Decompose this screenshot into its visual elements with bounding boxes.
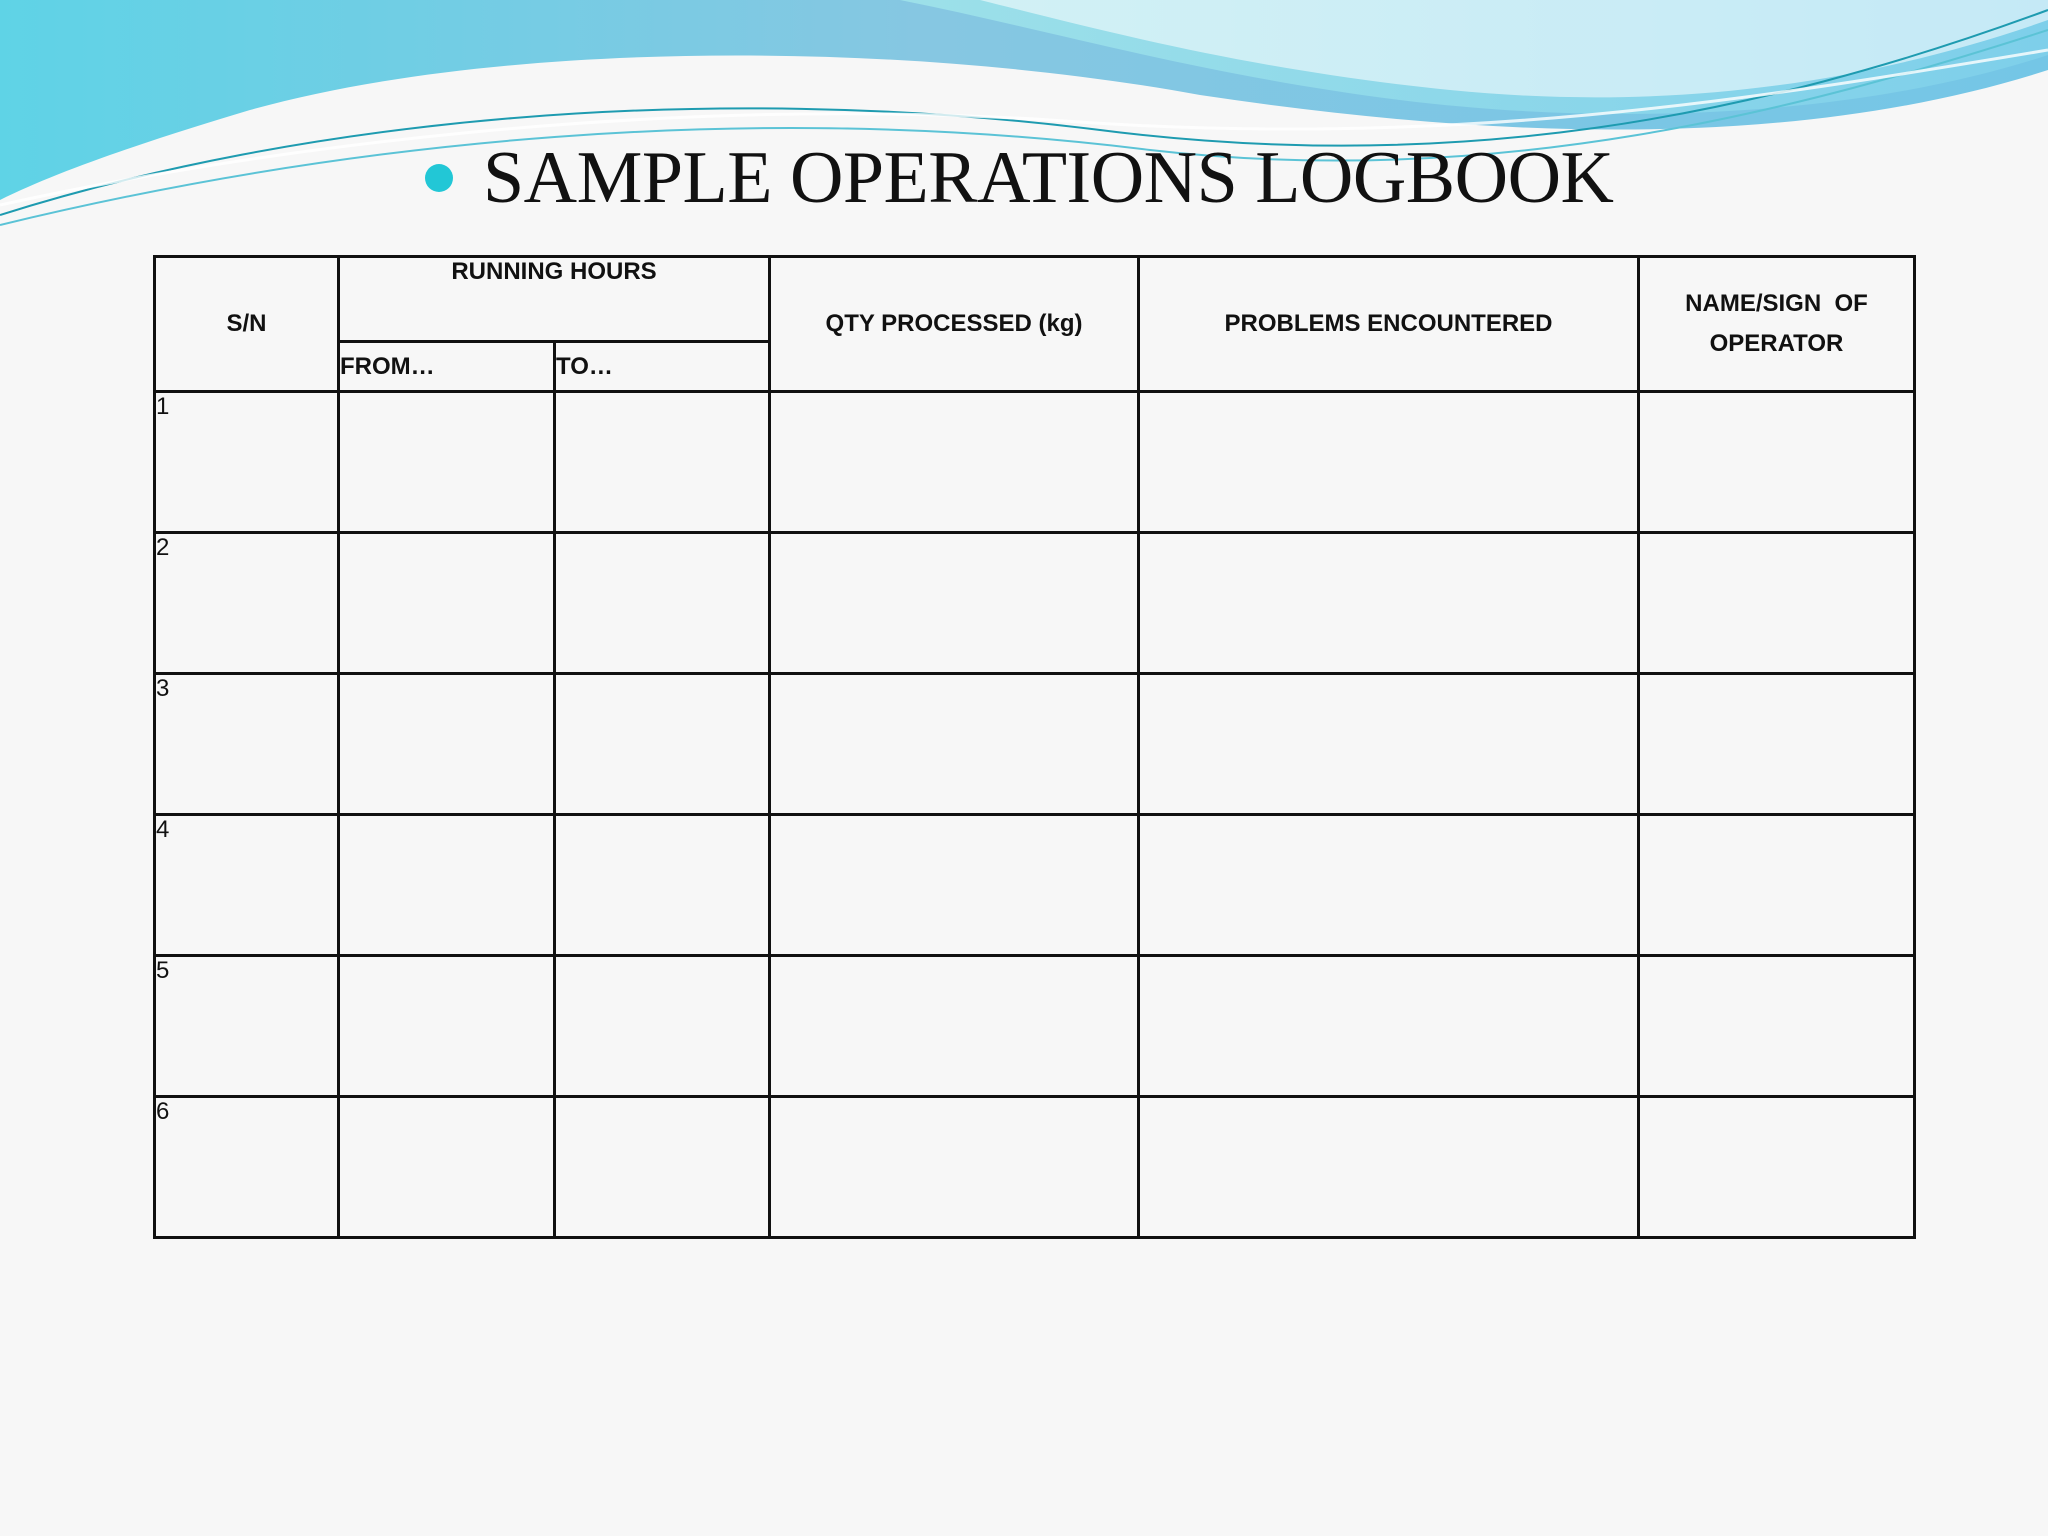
header-sn: S/N [155, 257, 339, 392]
row-sn: 1 [155, 392, 339, 533]
table-row [155, 1097, 1915, 1238]
from-cell[interactable] [339, 815, 555, 956]
problems-cell[interactable] [1139, 1097, 1639, 1238]
header-operator-line1: NAME/SIGN OF [1685, 290, 1868, 317]
operations-logbook-table [153, 255, 1916, 1239]
header-qty-processed: QTY PROCESSED (kg) [770, 257, 1139, 392]
table-row [155, 815, 1915, 956]
header-to: TO… [555, 342, 770, 392]
qty-cell[interactable] [770, 674, 1139, 815]
problems-cell[interactable] [1139, 674, 1639, 815]
to-cell[interactable] [555, 815, 770, 956]
table-row [155, 674, 1915, 815]
table-row [155, 392, 1915, 533]
header-problems-encountered: PROBLEMS ENCOUNTERED [1139, 257, 1639, 392]
header-operator-line2: OPERATOR [1709, 330, 1844, 357]
circle-bullet-icon [425, 164, 453, 192]
slide-title: SAMPLE OPERATIONS LOGBOOK [483, 136, 1614, 219]
row-sn: 3 [155, 674, 339, 815]
operator-cell[interactable] [1639, 533, 1915, 674]
header-row [155, 257, 1915, 342]
operator-cell[interactable] [1639, 815, 1915, 956]
to-cell[interactable] [555, 392, 770, 533]
problems-cell[interactable] [1139, 392, 1639, 533]
to-cell[interactable] [555, 674, 770, 815]
to-cell[interactable] [555, 1097, 770, 1238]
header-operator [1639, 257, 1915, 392]
qty-cell[interactable] [770, 1097, 1139, 1238]
from-cell[interactable] [339, 956, 555, 1097]
from-cell[interactable] [339, 392, 555, 533]
operator-cell[interactable] [1639, 392, 1915, 533]
table-row [155, 533, 1915, 674]
qty-cell[interactable] [770, 815, 1139, 956]
table-row [155, 956, 1915, 1097]
qty-cell[interactable] [770, 533, 1139, 674]
problems-cell[interactable] [1139, 956, 1639, 1097]
row-sn: 6 [155, 1097, 339, 1238]
header-running-hours: RUNNING HOURS [339, 257, 770, 342]
qty-cell[interactable] [770, 392, 1139, 533]
operator-cell[interactable] [1639, 674, 1915, 815]
header-from: FROM… [339, 342, 555, 392]
to-cell[interactable] [555, 533, 770, 674]
row-sn: 2 [155, 533, 339, 674]
row-sn: 4 [155, 815, 339, 956]
operator-cell[interactable] [1639, 956, 1915, 1097]
problems-cell[interactable] [1139, 533, 1639, 674]
from-cell[interactable] [339, 674, 555, 815]
operator-cell[interactable] [1639, 1097, 1915, 1238]
from-cell[interactable] [339, 1097, 555, 1238]
from-cell[interactable] [339, 533, 555, 674]
to-cell[interactable] [555, 956, 770, 1097]
title-row [425, 128, 1614, 228]
row-sn: 5 [155, 956, 339, 1097]
problems-cell[interactable] [1139, 815, 1639, 956]
qty-cell[interactable] [770, 956, 1139, 1097]
